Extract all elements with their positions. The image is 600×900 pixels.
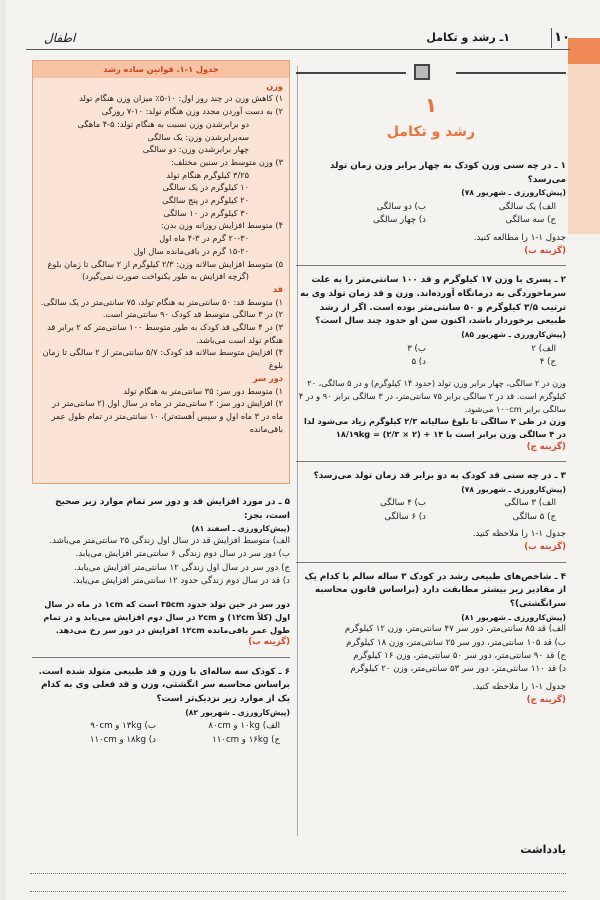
option-c: ج) ۴ <box>539 356 556 367</box>
table-line: ۲) به دست آوردن مجدد وزن هنگام تولد: ۱۰-۷ روزگی <box>101 106 283 117</box>
question-source: (پیش‌کارورزی ـ شهریور ۷۸) <box>461 188 566 198</box>
header-separator <box>551 28 553 48</box>
brand-label: اطفال <box>44 31 76 45</box>
option-b: ب) ۳ <box>407 343 426 354</box>
option-d: د) قد ۱۱۰ سانتی‌متر، دور سر ۵۳ سانتی‌متر، وزن ۲۰ کیلوگرم <box>350 664 566 675</box>
heading-rule-left <box>296 72 406 74</box>
question-source: (پیش‌کارورزی ـ اسفند ۸۱) <box>191 524 290 534</box>
option-a: الف) متوسط افزایش قد در سال اول زندگی ۲۵ سانتی‌متر می‌باشد. <box>49 536 290 547</box>
option-a: الف) ۲ <box>531 343 556 354</box>
answer-ref: جدول ۱-۱ را ملاحظه کنید. <box>472 681 566 692</box>
page-header <box>26 28 570 50</box>
options <box>296 201 556 228</box>
table-line: چهار برابرشدن وزن: دو سالگی <box>142 144 249 155</box>
square-icon <box>414 64 430 80</box>
table-line: ۳/۲۵ کیلوگرم هنگام تولد <box>166 169 249 180</box>
table-title: جدول ۱-۱. قوانین ساده رشد <box>33 61 289 78</box>
explanation-calc: وزن در طی ۲ سالگی تا بلوغ سالیانه ۲/۳ کیلوگرم زیاد می‌شود لذا در ۴ سالگی وزن برابر است با ۱۸/۱۹kg = (۲/۳ × ۲) + ۱۴ <box>304 416 566 439</box>
question-text: ۳ ـ در چه سنی قد کودک به دو برابر قد زمان تولد می‌رسد؟ <box>313 470 566 481</box>
option-d: د) ۶ سالگی <box>384 511 426 522</box>
divider <box>296 461 566 462</box>
option-a: الف) قد ۸۵ سانتی‌متر، دور سر ۴۷ سانتی‌متر، وزن ۱۲ کیلوگرم <box>344 624 566 635</box>
section-head-circumference: دور سر <box>253 372 283 383</box>
table-line: ۳) در ۴ سالگی قد کودک به طور متوسط ۱۰۰ سانتی‌متر که ۲ برابر قد هنگام تولد است می‌باشد. <box>47 322 283 345</box>
table-line: ۱۵-۲۰ گرم در باقی‌مانده سال اول <box>133 245 249 256</box>
option-b: ب) دو سالگی <box>376 202 426 213</box>
options <box>296 497 556 524</box>
question-source: (پیش‌کارورزی ـ شهریور ۸۱) <box>461 612 566 622</box>
answer-key: (گزینه ب) <box>248 637 290 648</box>
question-5 <box>32 496 290 650</box>
option-c: ج) قد ۹۰ سانتی‌متر، دور سر ۵۰ سانتی‌متر، وزن ۱۶ کیلوگرم <box>353 650 566 661</box>
answer-ref: جدول ۱-۱ را ملاحظه کنید. <box>472 529 566 539</box>
explanation: دور سر در حین تولد حدود ۳۵cm است که ۱cm در ماه در سال اول (کلاً ۱۲cm) و ۲cm در سال دوم افزایش می‌یابد و در تمام طول عمر باقی‌مانده ۱۲cm افزایش در دور سر رخ می‌دهد. <box>43 599 290 635</box>
option-b: ب) ۱۳kg و ۹۰cm <box>90 721 156 732</box>
option-d: د) چهار سالگی <box>372 215 426 226</box>
page-number: ۱۰ <box>554 30 570 45</box>
option-b: ب) ۴ سالگی <box>380 498 426 509</box>
answer-key: (گزینه ج) <box>526 441 566 452</box>
table-line: ۴) متوسط افزایش روزانه وزن بدن: <box>160 220 283 231</box>
table-line: ۱) کاهش وزن در چند روز اول: ۱۰-۵٪ میزان وزن هنگام تولد <box>79 93 283 104</box>
option-c: ج) دور سر در سال اول زندگی ۱۲ سانتی‌متر افزایش می‌یابد. <box>74 562 290 573</box>
section-weight: وزن <box>266 80 283 91</box>
chapter-heading <box>296 60 566 152</box>
question-source: (پیش‌کارورزی ـ شهریور ۷۸) <box>461 484 566 494</box>
right-column <box>296 60 566 707</box>
note-line <box>30 874 566 892</box>
option-d: د) ۱۸kg و ۱۱۰cm <box>89 734 156 745</box>
running-chapter: ۱ـ رشد و تکامل <box>426 31 510 44</box>
table-line: ۴) افزایش متوسط سالانه قد کودک: ۵/۷ سانتی‌متر از ۲ سالگی تا زمان بلوغ <box>42 347 283 371</box>
answer-key: (گزینه ب) <box>524 245 566 256</box>
table-line: ۱۰ کیلوگرم در یک سالگی <box>162 182 249 193</box>
question-1 <box>296 160 566 258</box>
divider <box>296 265 566 266</box>
option-a: الف) ۳ سالگی <box>504 498 556 509</box>
answer-key: (گزینه ج) <box>526 694 566 705</box>
table-line: ۲) افزایش دور سر: ۲ سانتی‌متر در ماه در سال اول (۲ سانتی‌متر در ماه در ۳ ماه اول و سپس آهسته‌تر)، ۱۰ سانتی‌متر در تمام طول عمر باقی‌مانده <box>51 398 283 434</box>
question-text: ۵ ـ در مورد افزایش قد و دور سر تمام موارد زیر صحیح است، بجز: <box>55 497 290 521</box>
notes-label: یادداشت <box>520 843 566 856</box>
question-text: ۲ ـ پسری با وزن ۱۷ کیلوگرم و قد ۱۰۰ سانتی‌متر را به علت سرماخوردگی به درمانگاه آورده‌اند. وزن و قد زمان تولد وی به ترتیب ۳/۵ کیلوگرم و ۵۰ سانتی‌متر بوده است. اگر از رشد طبیعی برخوردار باشد، اکنون سن او حدود چند سال است؟ <box>300 275 566 327</box>
option-c: ج) ۵ سالگی <box>512 511 556 522</box>
table-line: ۱) متوسط دور سر: ۳۵ سانتی‌متر به هنگام تولد <box>123 385 283 396</box>
table-line: ۲۰ کیلوگرم در پنج سالگی <box>162 195 249 206</box>
question-text: ۱ ـ در چه سنی وزن کودک به چهار برابر وزن زمان تولد می‌رسد؟ <box>329 161 566 185</box>
section-height: قد <box>272 283 283 294</box>
answer-ref: جدول ۱-۱ را مطالعه کنید. <box>473 232 566 243</box>
chapter-number: ۱ <box>424 93 438 117</box>
option-b: ب) قد ۱۰۵ سانتی‌متر، دور سر ۲۵ سانتی‌متر، وزن ۱۸ کیلوگرم <box>346 637 566 648</box>
option-a: الف) ۱۰kg و ۸۰cm <box>208 721 280 732</box>
note-line <box>30 856 566 874</box>
notes-section <box>30 843 566 892</box>
heading-rule-right <box>456 72 566 74</box>
growth-rules-table <box>32 60 290 484</box>
explanation: وزن در ۲ سالگی، چهار برابر وزن تولد (حدود ۱۴ کیلوگرم) و در ۵ سالگی، ۲۰ کیلوگرم است. قد در ۲ سالگی برابر ۷۵ سانتی‌متر، در ۳ سالگی برابر ۹۰ و در ۴ سالگی برابر ۱۰۰cm می‌شود. <box>298 378 566 414</box>
question-source: (پیش‌کارورزی ـ شهریور ۸۲) <box>185 707 290 717</box>
divider <box>32 657 290 658</box>
options <box>296 343 556 370</box>
table-line: ۳۰ کیلوگرم در ۱۰ سالگی <box>163 207 249 218</box>
question-text: ۶ ـ کودک سه ساله‌ای با وزن و قد طبیعی متولد شده است. براساس محاسبه سر انگشتی، وزن و قد فعلی وی به کدام یک از موارد زیر نزدیک‌تر است؟ <box>38 666 290 704</box>
option-d: د) قد در سال دوم زندگی حدود ۱۲ سانتی‌متر افزایش می‌یابد. <box>72 575 290 586</box>
answer-key: (گزینه ب) <box>524 542 566 553</box>
chapter-tab-shade <box>568 64 600 234</box>
option-d: د) ۵ <box>411 356 426 367</box>
options <box>32 720 280 747</box>
table-line: ۳) وزن متوسط در سنین مختلف: <box>171 156 283 167</box>
option-a: الف) یک سالگی <box>498 202 556 213</box>
question-4 <box>296 571 566 708</box>
table-line: ۲) در ۳ سالگی متوسط قد کودک ۹۰ سانتی‌متر است. <box>102 309 283 320</box>
option-c: ج) سه سالگی <box>505 215 556 226</box>
option-c: ج) ۱۶kg و ۱۱۰cm <box>212 734 280 745</box>
question-2 <box>296 274 566 454</box>
option-b: ب) دور سر در سال دوم زندگی ۶ سانتی‌متر افزایش می‌یابد. <box>75 549 290 560</box>
table-line: (گرچه افزایش به طور یکنواخت صورت نمی‌گیرد) <box>81 271 249 282</box>
table-line: دو برابرشدن وزن نسبت به هنگام تولد: ۵-۴ ماهگی <box>77 118 249 129</box>
divider <box>296 562 566 563</box>
left-column <box>32 60 290 747</box>
table-line: سه‌برابرشدن وزن: یک سالگی <box>147 131 249 142</box>
question-source: (پیش‌کارورزی ـ شهریور ۸۵) <box>461 329 566 339</box>
question-text: ۴ ـ شاخص‌های طبیعی رشد در کودک ۳ ساله سالم با کدام یک از مقادیر زیر بیشتر مطابقت دارد (براساس قانون محاسبه سرانگشتی)؟ <box>304 571 566 609</box>
table-line: ۱) متوسط قد: ۵۰ سانتی‌متر به هنگام تولد، ۷۵ سانتی‌متر در یک سالگی. <box>40 296 283 307</box>
table-line: ۲۰-۳۰ گرم در ۳-۴ ماه اول <box>159 233 249 244</box>
page <box>6 0 600 900</box>
chapter-title: رشد و تکامل <box>386 124 476 140</box>
question-3 <box>296 470 566 555</box>
chapter-tab <box>568 38 600 64</box>
table-line: ۵) متوسط افزایش سالانه وزن: ۲/۳ کیلوگرم از ۲ سالگی تا زمان بلوغ <box>47 258 283 269</box>
question-6 <box>32 666 290 747</box>
